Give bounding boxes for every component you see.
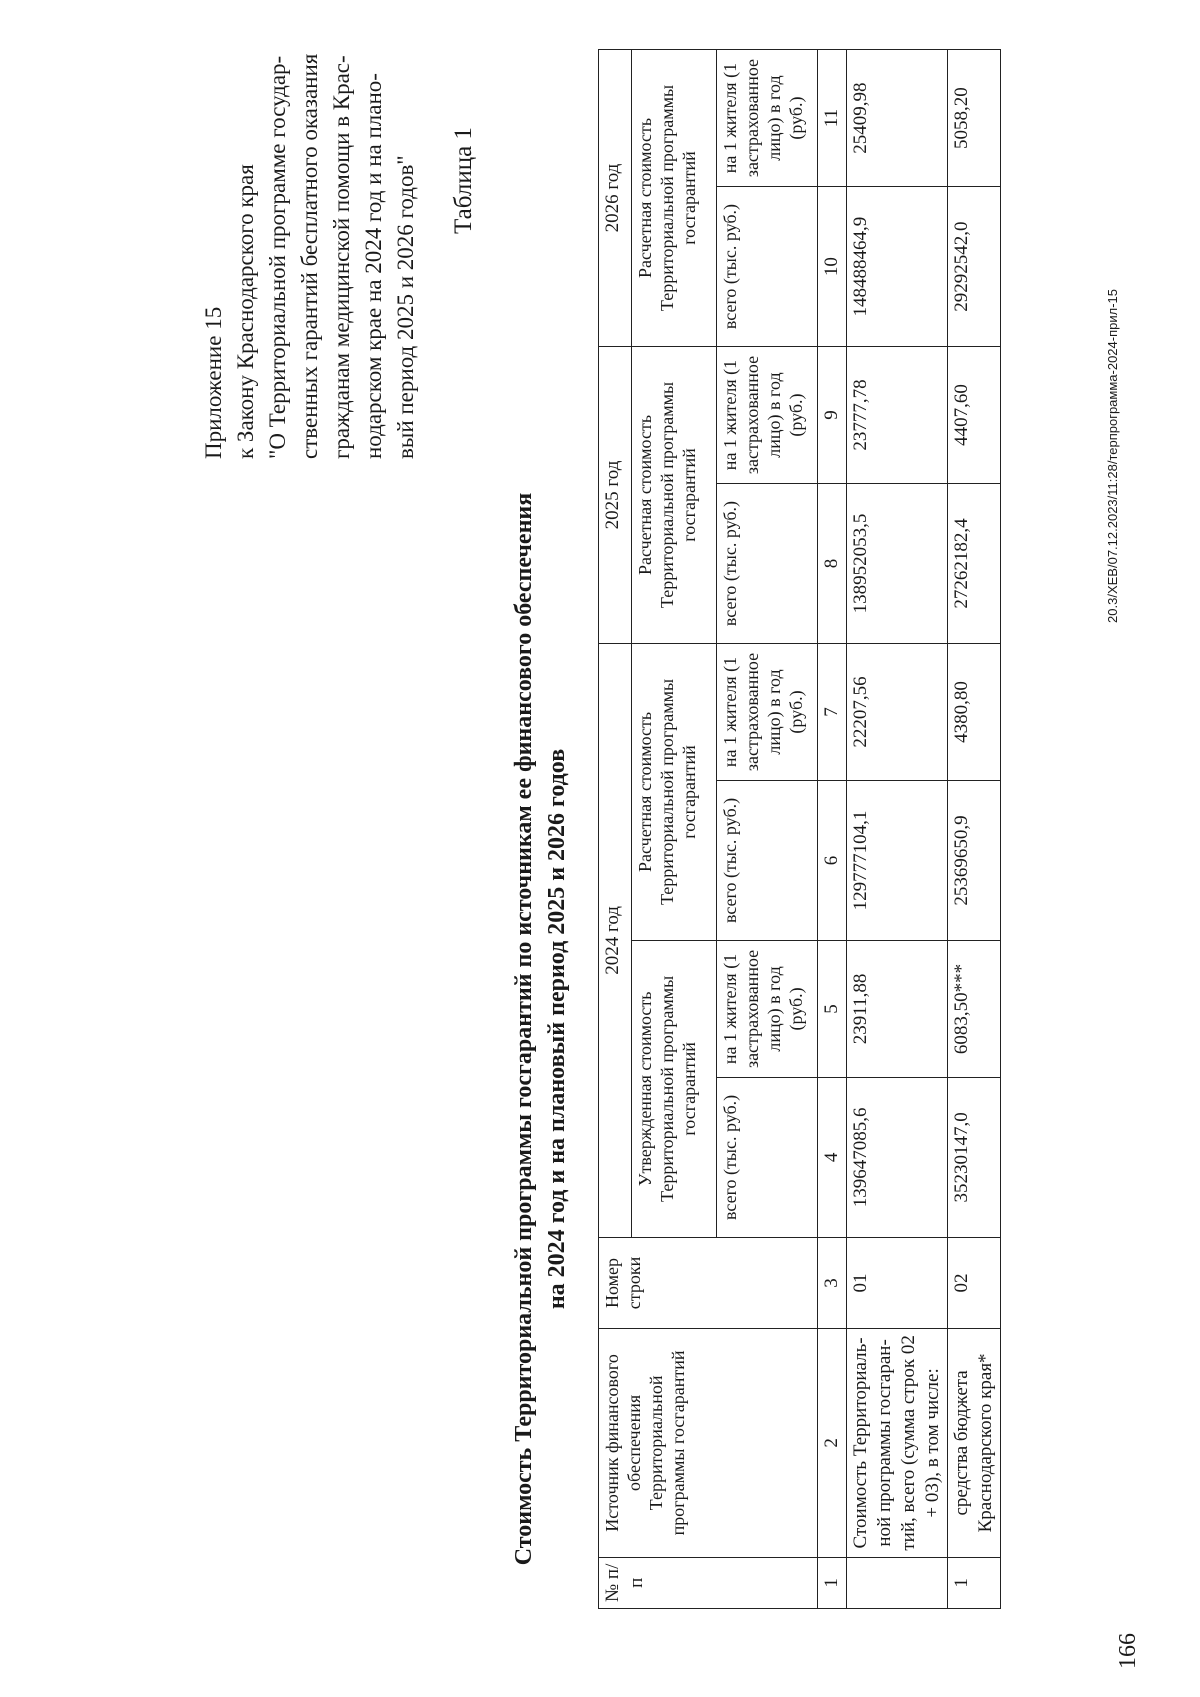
- cell-per-capita-2024-calc: 22207,56: [847, 643, 948, 780]
- header-approved-cost-2024: Утвержденная стоимость Территориальной программы госгарантий: [632, 940, 717, 1237]
- header-total: всего (тыс. руб.): [717, 1077, 818, 1237]
- cell-per-capita-2024-approved: 6083,50***: [948, 940, 1001, 1077]
- cell-row-number: 02: [948, 1237, 1001, 1328]
- column-number: 4: [818, 1077, 847, 1237]
- header-per-capita: на 1 жителя (1 застрахованное лицо) в год (руб.): [717, 643, 818, 780]
- header-total: всего (тыс. руб.): [717, 780, 818, 940]
- column-number: 3: [818, 1237, 847, 1328]
- footer-code: 20.3/ХЕВ/07.12.2023/11:28/терпрограмма-2024-прил-15: [1105, 288, 1120, 623]
- cell-total-2025: 27262182,4: [948, 483, 1001, 643]
- header-year-2026: 2026 год: [599, 49, 632, 346]
- cell-total-2024-approved: 35230147,0: [948, 1077, 1001, 1237]
- appendix-line: "О Территориальной программе государ-: [265, 55, 290, 459]
- cell-row-number: 01: [847, 1237, 948, 1328]
- appendix-line: к Закону Краснодарского края: [233, 163, 258, 459]
- appendix-line: ственных гарантий бесплатного оказания: [297, 53, 322, 459]
- header-year-2024: 2024 год: [599, 643, 632, 1237]
- header-total: всего (тыс. руб.): [717, 483, 818, 643]
- header-row-number: Номер строки: [599, 1237, 818, 1328]
- cell-per-capita-2025: 23777,78: [847, 346, 948, 483]
- cell-total-2024-calc: 129777104,1: [847, 780, 948, 940]
- cell-total-2026: 148488464,9: [847, 186, 948, 346]
- header-per-capita: на 1 жителя (1 застрахованное лицо) в год (руб.): [717, 940, 818, 1077]
- header-per-capita: на 1 жителя (1 застрахованное лицо) в год (руб.): [717, 49, 818, 186]
- column-number: 8: [818, 483, 847, 643]
- header-per-capita: на 1 жителя (1 застрахованное лицо) в год (руб.): [717, 346, 818, 483]
- header-total: всего (тыс. руб.): [717, 186, 818, 346]
- table-label: Таблица 1: [450, 126, 477, 234]
- column-number: 11: [818, 49, 847, 186]
- header-calc-cost-2026: Расчетная стоимость Территориальной программы госгарантий: [632, 49, 717, 346]
- rotated-page: [30, 29, 1170, 1669]
- cell-source: Стоимость Территориаль-ной программы госгаран-тий, всего (сумма строк 02 + 03), в том числе:: [847, 1328, 948, 1556]
- column-number: 1: [818, 1557, 847, 1608]
- column-number: 5: [818, 940, 847, 1077]
- cell-no: [847, 1557, 948, 1608]
- cell-per-capita-2024-approved: 23911,88: [847, 940, 948, 1077]
- cell-total-2026: 29292542,0: [948, 186, 1001, 346]
- appendix-block: [198, 0, 422, 459]
- table-row: [847, 49, 948, 1608]
- cell-per-capita-2026: 5058,20: [948, 49, 1001, 186]
- table-row: [948, 49, 1001, 1608]
- cell-per-capita-2024-calc: 4380,80: [948, 643, 1001, 780]
- document-title: [508, 449, 574, 1609]
- column-number: 2: [818, 1328, 847, 1556]
- cell-per-capita-2026: 25409,98: [847, 49, 948, 186]
- cell-no: 1: [948, 1557, 1001, 1608]
- appendix-line: вый период 2025 и 2026 годов": [393, 154, 418, 459]
- cell-per-capita-2025: 4407,60: [948, 346, 1001, 483]
- column-number: 7: [818, 643, 847, 780]
- column-number: 6: [818, 780, 847, 940]
- header-year-2025: 2025 год: [599, 346, 632, 643]
- cost-table: [598, 49, 1001, 1609]
- header-calc-cost-2024: Расчетная стоимость Территориальной программы госгарантий: [632, 643, 717, 940]
- title-line-1: Стоимость Территориальной программы госгарантий по источникам ее финансового обеспечения: [511, 492, 537, 1565]
- cell-total-2024-calc: 25369650,9: [948, 780, 1001, 940]
- cell-total-2025: 138952053,5: [847, 483, 948, 643]
- title-line-2: на 2024 год и на плановый период 2025 и 2026 годов: [544, 748, 570, 1309]
- page-number: 166: [1115, 1632, 1141, 1669]
- column-number: 9: [818, 346, 847, 483]
- cell-total-2024-approved: 139647085,6: [847, 1077, 948, 1237]
- appendix-line: нодарском крае на 2024 год и на плано-: [361, 72, 386, 459]
- header-calc-cost-2025: Расчетная стоимость Территориальной программы госгарантий: [632, 346, 717, 643]
- appendix-line: гражданам медицинской помощи в Крас-: [329, 54, 354, 459]
- column-number: 10: [818, 186, 847, 346]
- column-number-row: [818, 49, 847, 1608]
- header-no: № п/п: [599, 1557, 818, 1608]
- cell-source: средства бюджета Краснодарского края*: [948, 1328, 1001, 1556]
- appendix-line: Приложение 15: [201, 306, 226, 459]
- header-source: Источник финансового обеспечения Территориальной программы госгарантий: [599, 1328, 818, 1556]
